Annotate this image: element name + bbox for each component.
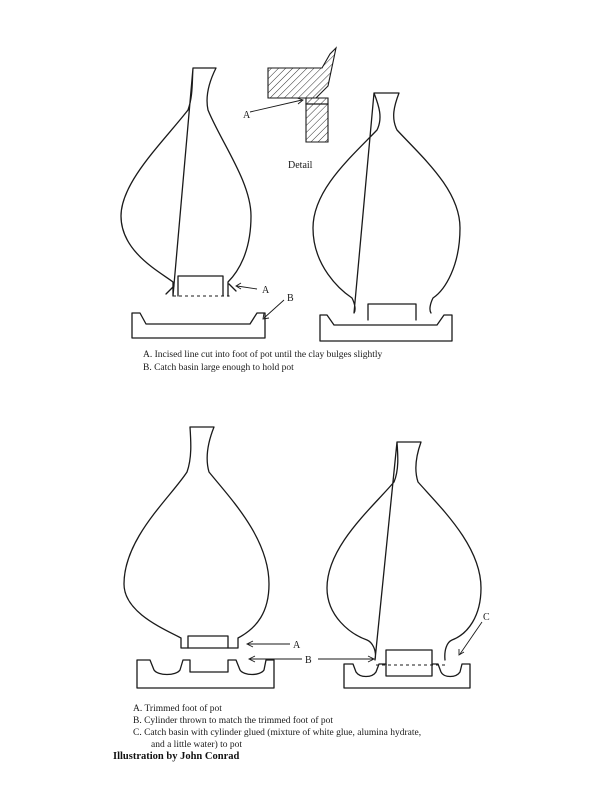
bottom-caption-a: A. Trimmed foot of pot: [133, 704, 222, 714]
bottom-panel: [124, 427, 490, 750]
bottom-left-cylinder-basin: [137, 660, 274, 688]
bottom-label-a: A: [293, 640, 301, 651]
detail-label: Detail: [288, 160, 313, 171]
top-caption-a: A. Incised line cut into foot of pot until the clay bulges slightly: [143, 350, 383, 360]
top-panel: [121, 48, 460, 373]
top-caption-b: B. Catch basin large enough to hold pot: [143, 363, 294, 373]
top-captions: [143, 349, 383, 373]
top-left-pot: [121, 68, 251, 296]
bottom-label-a-group: [247, 640, 301, 651]
bottom-caption-c: C. Catch basin with cylinder glued (mixture of white glue, alumina hydrate,: [133, 728, 422, 738]
top-label-a-group: [236, 283, 270, 296]
bottom-captions: [133, 703, 421, 750]
bottom-caption-b: B. Cylinder thrown to match the trimmed foot of pot: [133, 716, 333, 726]
top-label-b-group: [263, 293, 294, 319]
bottom-label-c: C: [483, 612, 490, 623]
top-right-catch-basin: [320, 315, 452, 341]
detail-cross-section: [243, 48, 336, 171]
top-label-a: A: [262, 285, 270, 296]
top-label-b: B: [287, 293, 294, 304]
detail-marker-a: A: [243, 110, 251, 121]
bottom-label-b: B: [305, 655, 312, 666]
bottom-right-cylinder-basin: [344, 664, 470, 688]
bottom-left-pot: [124, 427, 269, 648]
illustration-credit: Illustration by John Conrad: [113, 751, 240, 762]
bottom-right-pot: [327, 442, 481, 665]
top-right-pot: [313, 93, 460, 320]
top-left-catch-basin: [132, 313, 265, 338]
bottom-caption-c-cont: and a little water) to pot: [151, 740, 243, 750]
